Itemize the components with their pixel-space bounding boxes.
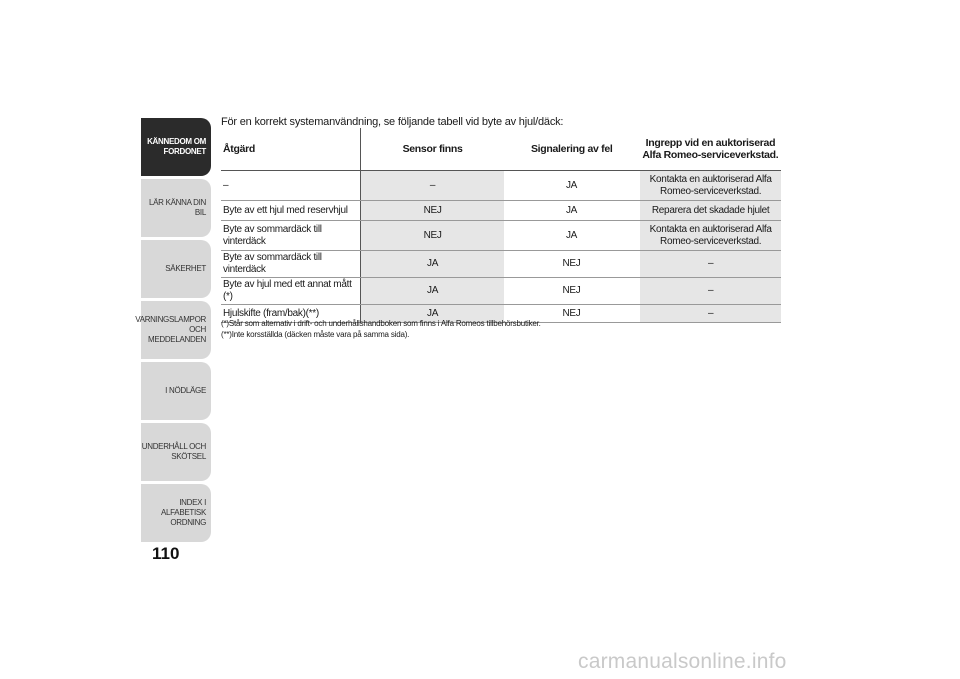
cell-ingrepp: Reparera det skadade hjulet bbox=[640, 201, 781, 221]
footnotes bbox=[221, 318, 541, 340]
page-number: 110 bbox=[152, 544, 180, 563]
cell-sensor: JA bbox=[361, 251, 504, 278]
header-atgard: Åtgärd bbox=[221, 128, 361, 171]
table-row bbox=[221, 171, 781, 201]
cell-signalering: JA bbox=[504, 201, 640, 221]
tab-varningslampor[interactable] bbox=[135, 301, 211, 359]
tab-label: UNDERHÅLL OCH SKÖTSEL bbox=[141, 442, 206, 461]
footnote: (*)Står som alternativ i drift- och underhållshandboken som finns i Alfa Romeos tillbehörsbutiker. bbox=[221, 319, 541, 328]
intro-text: För en korrekt systemanvändning, se följande tabell vid byte av hjul/däck: bbox=[221, 116, 564, 128]
cell-signalering: JA bbox=[504, 171, 640, 201]
cell-signalering: NEJ bbox=[504, 251, 640, 278]
cell-atgard: Byte av sommardäck till vinterdäck bbox=[221, 221, 361, 251]
table-row bbox=[221, 221, 781, 251]
table-row bbox=[221, 251, 781, 278]
cell-signalering: NEJ bbox=[504, 278, 640, 305]
cell-atgard: – bbox=[221, 171, 361, 201]
cell-sensor: NEJ bbox=[361, 221, 504, 251]
tab-index[interactable] bbox=[141, 484, 211, 542]
cell-atgard: Byte av hjul med ett annat mått (*) bbox=[221, 278, 361, 305]
cell-atgard: Byte av sommardäck till vinterdäck bbox=[221, 251, 361, 278]
tab-i-nodlage[interactable] bbox=[141, 362, 211, 420]
cell-ingrepp: Kontakta en auktoriserad Alfa Romeo-serviceverkstad. bbox=[640, 221, 781, 251]
tab-label: VARNINGSLAMPOR OCH MEDDELANDEN bbox=[135, 315, 206, 344]
tab-kannedom-om-fordonet[interactable] bbox=[141, 118, 211, 176]
tab-underhall-och-skotsel[interactable] bbox=[141, 423, 211, 481]
tab-sakerhet[interactable] bbox=[141, 240, 211, 298]
tab-label: I NÖDLÄGE bbox=[165, 386, 206, 395]
tyre-change-table bbox=[221, 128, 781, 323]
cell-sensor: NEJ bbox=[361, 201, 504, 221]
cell-ingrepp: – bbox=[640, 251, 781, 278]
cell-sensor: JA bbox=[361, 278, 504, 305]
cell-signalering: NEJ bbox=[504, 305, 640, 323]
tab-lar-kanna-din-bil[interactable] bbox=[141, 179, 211, 237]
cell-atgard: Hjulskifte (fram/bak)(**) bbox=[221, 305, 361, 323]
tab-label: KÄNNEDOM OM FORDONET bbox=[147, 137, 206, 156]
watermark: carmanualsonline.info bbox=[578, 650, 787, 673]
table-header-row bbox=[221, 128, 781, 171]
tab-label: LÄR KÄNNA DIN BIL bbox=[148, 198, 206, 217]
cell-sensor: – bbox=[361, 171, 504, 201]
cell-ingrepp: – bbox=[640, 278, 781, 305]
table-row bbox=[221, 278, 781, 305]
footnote: (**)Inte korsställda (däcken måste vara på samma sida). bbox=[221, 330, 410, 339]
cell-signalering: JA bbox=[504, 221, 640, 251]
table-row bbox=[221, 201, 781, 221]
cell-sensor: JA bbox=[361, 305, 504, 323]
cell-ingrepp: Kontakta en auktoriserad Alfa Romeo-serviceverkstad. bbox=[640, 171, 781, 201]
tab-label: SÄKERHET bbox=[165, 264, 206, 273]
header-ingrepp: Ingrepp vid en auktoriserad Alfa Romeo-serviceverkstad. bbox=[640, 128, 781, 171]
header-sensor: Sensor finns bbox=[361, 128, 504, 171]
header-signalering: Signalering av fel bbox=[504, 128, 640, 171]
tab-label: INDEX I ALFABETISK ORDNING bbox=[160, 498, 206, 527]
cell-ingrepp: – bbox=[640, 305, 781, 323]
cell-atgard: Byte av ett hjul med reservhjul bbox=[221, 201, 361, 221]
